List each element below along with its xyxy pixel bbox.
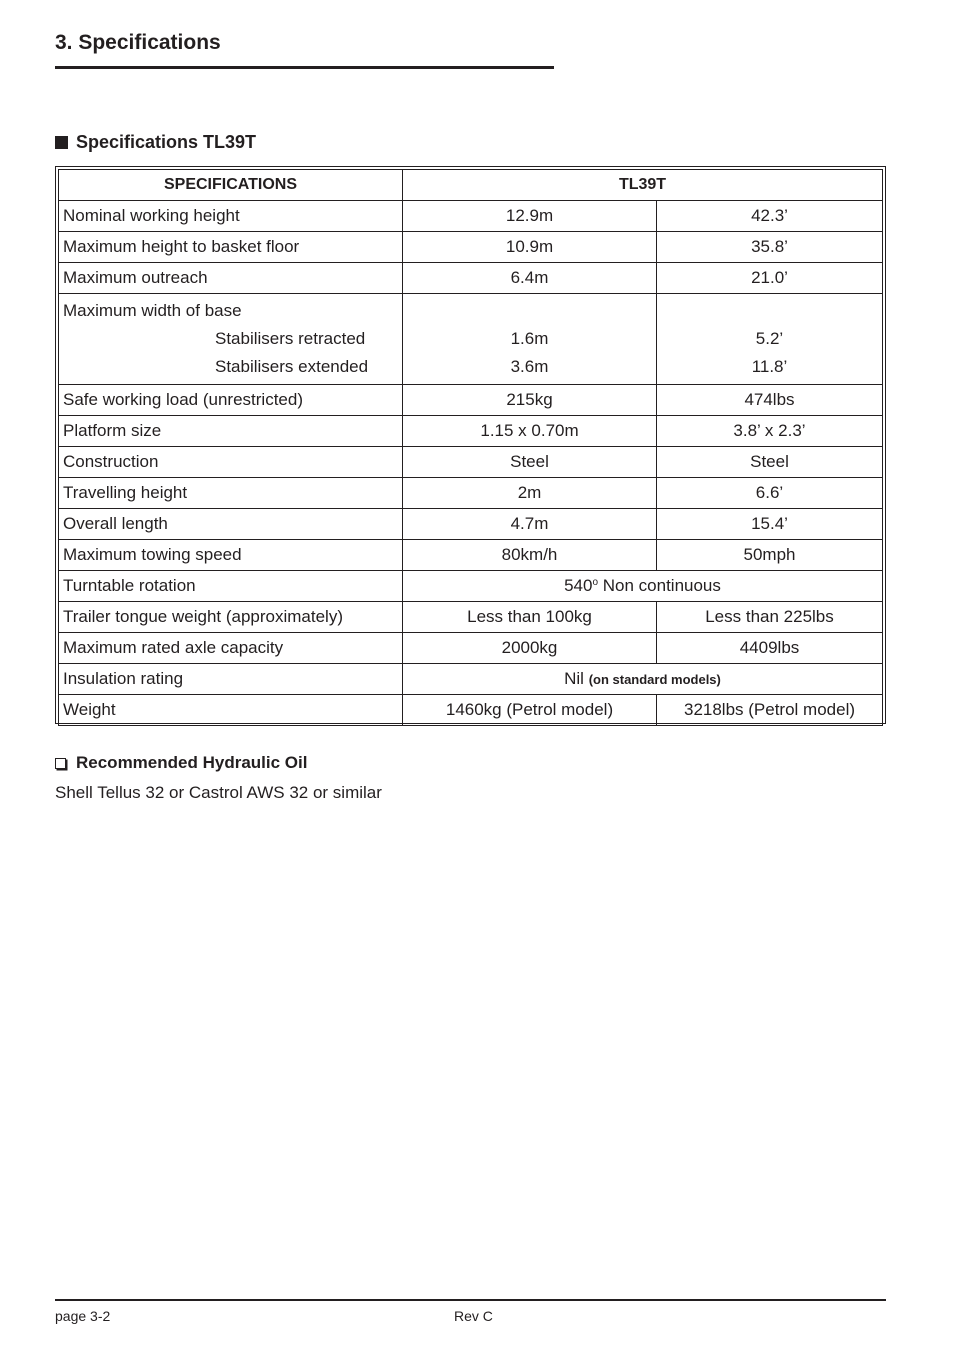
row-imperial-group (657, 294, 883, 385)
table-row (59, 571, 883, 602)
row-metric: 12.9m (403, 201, 657, 232)
row-metric: Less than 100kg (403, 602, 657, 633)
row-imperial: 50mph (657, 540, 883, 571)
row-label: Turntable rotation (59, 571, 403, 602)
revision-label: Rev C (454, 1308, 493, 1324)
row-metric: 2000kg (403, 633, 657, 664)
table-row (59, 447, 883, 478)
row-merged-value (403, 664, 883, 695)
insulation-value: Nil (564, 669, 584, 688)
row-imperial: 6.6’ (657, 478, 883, 509)
table-row (59, 263, 883, 294)
row-label: Platform size (59, 416, 403, 447)
table-header-row (59, 170, 883, 201)
row-label: Travelling height (59, 478, 403, 509)
row-imperial: 15.4’ (657, 509, 883, 540)
row-metric: 215kg (403, 385, 657, 416)
rotation-degrees: 540 (564, 576, 593, 595)
row-imperial: 42.3’ (657, 201, 883, 232)
table-row (59, 664, 883, 695)
row-label: Maximum towing speed (59, 540, 403, 571)
sub-row-metric: 1.6m (510, 329, 549, 348)
sub-row-metric: 3.6m (510, 357, 549, 376)
table-row (59, 232, 883, 263)
row-metric: 80km/h (403, 540, 657, 571)
row-metric: 6.4m (403, 263, 657, 294)
footer-rule (55, 1299, 886, 1301)
row-metric-group (403, 294, 657, 385)
row-metric: 2m (403, 478, 657, 509)
row-imperial: Less than 225lbs (657, 602, 883, 633)
degree-symbol: o (592, 577, 599, 588)
row-label-group (59, 294, 403, 385)
row-label: Trailer tongue weight (approximately) (59, 602, 403, 633)
rotation-description: Non continuous (598, 576, 721, 595)
sub-row-imperial: 11.8’ (751, 357, 788, 376)
sub-row-label: Stabilisers retracted (215, 329, 366, 348)
row-label: Maximum rated axle capacity (59, 633, 403, 664)
chapter-title: 3. Specifications (55, 31, 221, 54)
chapter-title-rule (55, 66, 554, 69)
spec-table-frame (55, 166, 886, 724)
row-imperial: 35.8’ (657, 232, 883, 263)
row-imperial: Steel (657, 447, 883, 478)
row-label: Weight (59, 695, 403, 726)
row-metric: 1460kg (Petrol model) (403, 695, 657, 726)
table-row (59, 385, 883, 416)
row-imperial: 3218lbs (Petrol model) (657, 695, 883, 726)
table-row (59, 201, 883, 232)
spec-table (58, 169, 883, 726)
section-heading-text: Specifications TL39T (76, 132, 257, 152)
table-row (59, 416, 883, 447)
row-imperial: 474lbs (657, 385, 883, 416)
sub-row-label: Stabilisers extended (215, 357, 369, 376)
oil-heading (55, 753, 307, 773)
row-label: Safe working load (unrestricted) (59, 385, 403, 416)
row-label: Maximum width of base (63, 301, 242, 320)
row-label: Insulation rating (59, 664, 403, 695)
table-row-base-width (59, 294, 883, 385)
table-row (59, 509, 883, 540)
table-row (59, 602, 883, 633)
table-row (59, 633, 883, 664)
header-specifications: SPECIFICATIONS (59, 170, 403, 201)
row-label: Nominal working height (59, 201, 403, 232)
insulation-note: (on standard models) (588, 672, 721, 687)
row-imperial: 3.8’ x 2.3’ (657, 416, 883, 447)
checkbox-bullet-icon (55, 758, 66, 769)
row-imperial: 21.0’ (657, 263, 883, 294)
row-label: Construction (59, 447, 403, 478)
row-metric: Steel (403, 447, 657, 478)
sub-row-imperial: 5.2’ (755, 329, 784, 348)
section-heading (55, 132, 256, 153)
filled-square-icon (55, 136, 68, 149)
row-label: Maximum height to basket floor (59, 232, 403, 263)
row-imperial: 4409lbs (657, 633, 883, 664)
row-merged-value (403, 571, 883, 602)
row-metric: 1.15 x 0.70m (403, 416, 657, 447)
oil-heading-text: Recommended Hydraulic Oil (76, 753, 308, 772)
row-metric: 10.9m (403, 232, 657, 263)
table-row (59, 695, 883, 726)
row-label: Overall length (59, 509, 403, 540)
row-metric: 4.7m (403, 509, 657, 540)
page-number: page 3-2 (55, 1308, 111, 1324)
oil-recommendation: Shell Tellus 32 or Castrol AWS 32 or similar (55, 783, 382, 802)
row-label: Maximum outreach (59, 263, 403, 294)
header-model: TL39T (403, 170, 883, 201)
table-row (59, 540, 883, 571)
table-row (59, 478, 883, 509)
